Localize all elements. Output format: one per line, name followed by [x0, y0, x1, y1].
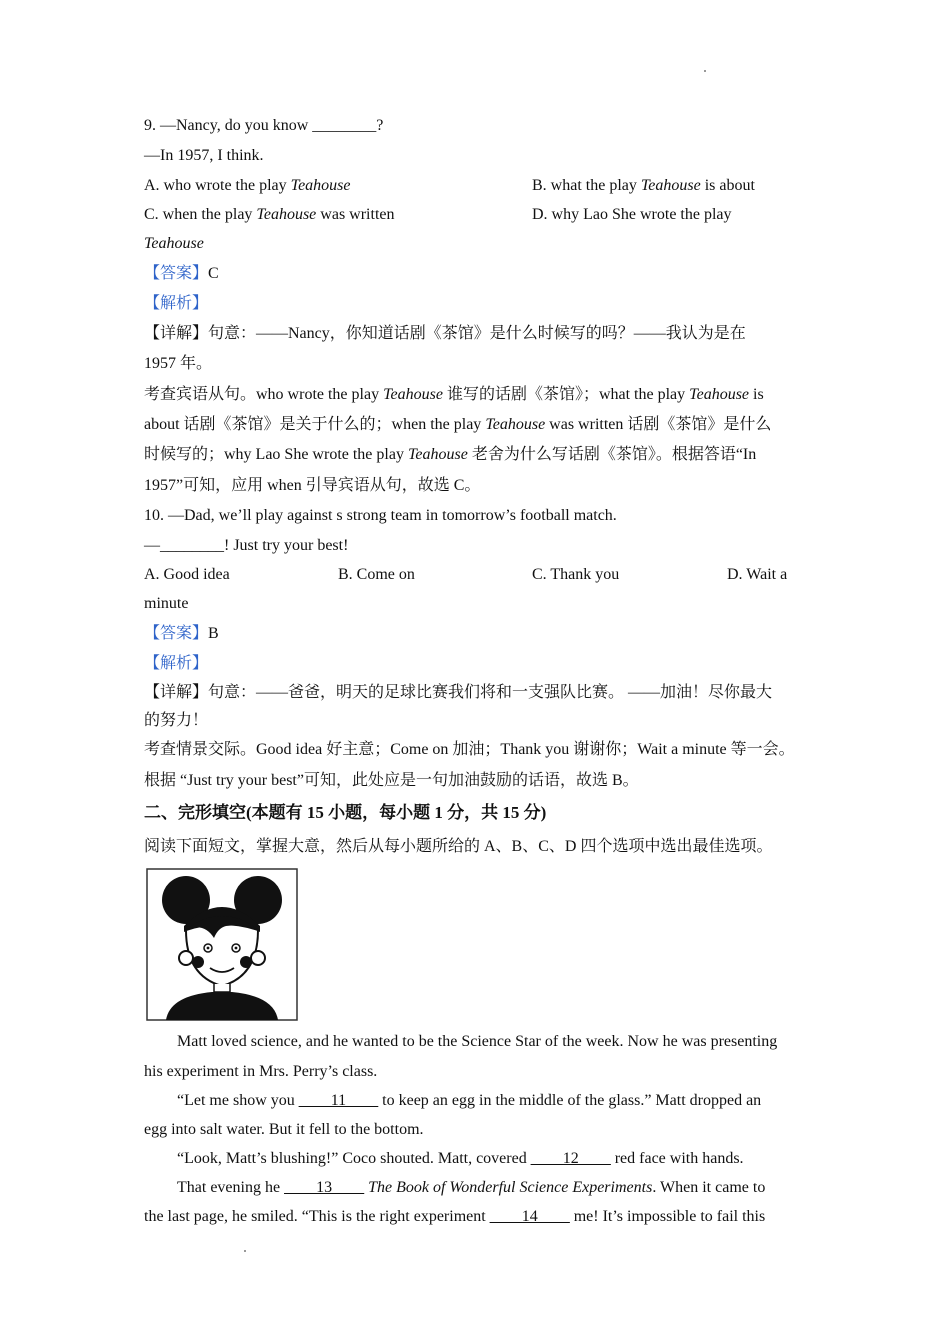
passage-p1-line-1: Matt loved science, and he wanted to be the Science Star of the week. Now he was presenting	[177, 1033, 778, 1050]
q10-detail-line-1: 【详解】句意：——爸爸，明天的足球比赛我们将和一支强队比赛。 ——加油！尽你最大	[144, 684, 773, 701]
girl-drawing-icon	[146, 868, 298, 1021]
q9-option-c: C. when the play Teahouse was written	[144, 206, 395, 223]
q9-analysis-tag: 【解析】	[144, 295, 209, 312]
passage-p3-line-1: “Look, Matt’s blushing!” Coco shouted. Matt, covered ____12____ red face with hands.	[177, 1150, 744, 1167]
q10-option-d-cont: minute	[144, 595, 189, 612]
q10-explanation-line-2: 根据 “Just try your best”可知，此处应是一句加油鼓励的话语，故选 B。	[144, 772, 639, 789]
passage-p4-line-1: That evening he ____13____ The Book of Wonderful Science Experiments. When it came to	[177, 1179, 766, 1196]
q9-explanation-line-2: about 话剧《茶馆》是关于什么的；when the play Teahouse was written 话剧《茶馆》是什么	[144, 416, 772, 433]
q10-option-b: B. Come on	[338, 566, 415, 583]
q9-explanation-line-1: 考查宾语从句。who wrote the play Teahouse 谁写的话剧《茶馆》；what the play Teahouse is	[144, 386, 764, 403]
blank-11: ____11____	[298, 1092, 379, 1109]
girl-illustration	[146, 868, 298, 1021]
q10-explanation-line-1: 考查情景交际。Good idea 好主意；Come on 加油；Thank you 谢谢你；Wait a minute 等一会。	[144, 741, 795, 758]
q9-explanation-line-3: 时候写的；why Lao She wrote the play Teahouse 老舍为什么写话剧《茶馆》。根据答语“In	[144, 446, 757, 463]
q9-answer: 【答案】C	[144, 265, 219, 282]
q10-option-c: C. Thank you	[532, 566, 620, 583]
q9-stem: 9. —Nancy, do you know ________?	[144, 117, 384, 134]
q9-option-d: D. why Lao She wrote the play	[532, 206, 732, 223]
q10-analysis-tag: 【解析】	[144, 655, 209, 672]
passage-p2-line-1: “Let me show you ____11____ to keep an egg in the middle of the glass.” Matt dropped an	[177, 1092, 762, 1109]
q9-option-d-cont: Teahouse	[144, 235, 204, 252]
section-heading: 二、完形填空(本题有 15 小题，每小题 1 分，共 15 分)	[144, 803, 547, 822]
passage-p1-line-2: his experiment in Mrs. Perry’s class.	[144, 1063, 378, 1080]
q10-option-d: D. Wait a	[727, 566, 788, 583]
q10-option-a: A. Good idea	[144, 566, 230, 583]
q9-detail-line-2: 1957 年。	[144, 355, 213, 372]
q9-reply: —In 1957, I think.	[144, 147, 264, 164]
q9-detail-line-1: 【详解】句意：——Nancy，你知道话剧《茶馆》是什么时候写的吗？——我认为是在	[144, 325, 746, 342]
q10-answer: 【答案】B	[144, 625, 219, 642]
blank-13: ____13____	[284, 1179, 365, 1196]
q9-option-a: A. who wrote the play Teahouse	[144, 177, 351, 194]
blank-12: ____12____	[530, 1150, 611, 1167]
blank-14: ____14____	[489, 1208, 570, 1225]
q10-stem: 10. —Dad, we’ll play against s strong team in tomorrow’s football match.	[144, 507, 617, 524]
q10-detail-line-2: 的努力！	[144, 712, 209, 729]
section-instruction: 阅读下面短文，掌握大意，然后从每小题所给的 A、B、C、D 四个选项中选出最佳选项。	[144, 838, 773, 855]
passage-p2-line-2: egg into salt water. But it fell to the bottom.	[144, 1121, 424, 1138]
q9-explanation-line-4: 1957”可知，应用 when 引导宾语从句，故选 C。	[144, 477, 481, 494]
q9-option-b: B. what the play Teahouse is about	[532, 177, 755, 194]
q10-reply: —________! Just try your best!	[144, 537, 349, 554]
passage-p5-line-1: the last page, he smiled. “This is the right experiment ____14____ me! It’s impossible to fail this	[144, 1208, 766, 1225]
